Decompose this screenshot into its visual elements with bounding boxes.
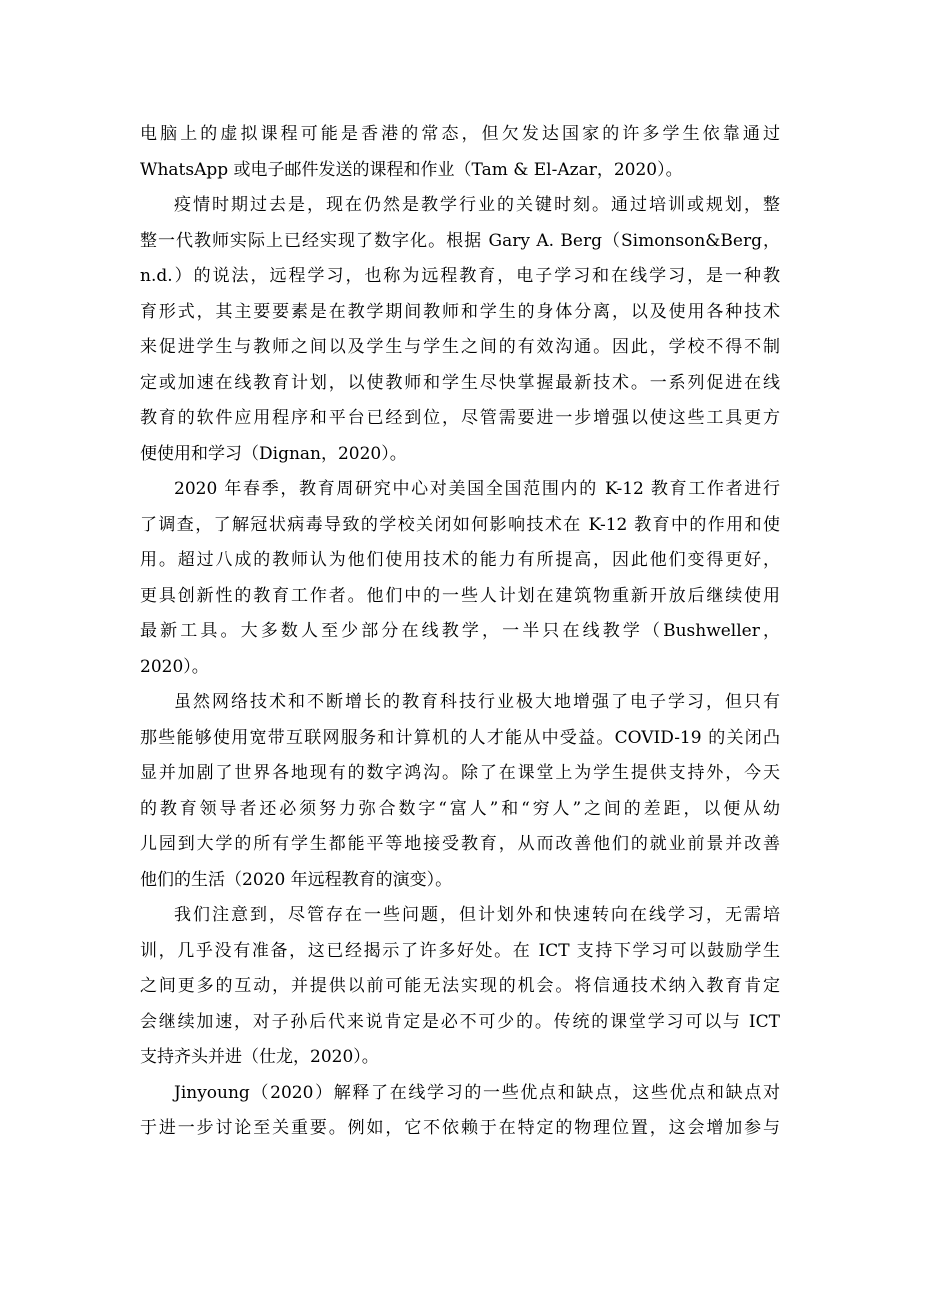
- body-text: [140, 117, 780, 1147]
- text-line: 定或加速在线教育计划，以使教师和学生尽快掌握最新技术。一系列促进在线: [140, 372, 780, 393]
- text-line: 之间更多的互动，并提供以前可能无法实现的机会。将信通技术纳入教育肯定: [140, 976, 780, 996]
- text-line: 2020）。: [140, 656, 209, 677]
- paragraph: [140, 685, 780, 898]
- text-line: 于进一步讨论至关重要。例如，它不依赖于在特定的物理位置，这会增加参与: [140, 1118, 780, 1138]
- paragraph: [140, 472, 780, 685]
- paragraph: [140, 188, 780, 472]
- text-line: 会继续加速，对子孙后代来说肯定是必不可少的。传统的课堂学习可以与 ICT: [140, 1011, 780, 1032]
- text-line: n.d.）的说法，远程学习，也称为远程教育，电子学习和在线学习，是一种教: [140, 266, 780, 286]
- text-line: 教育的软件应用程序和平台已经到位，尽管需要进一步增强以使这些工具更方: [140, 408, 780, 428]
- text-line: 用。超过八成的教师认为他们使用技术的能力有所提高，因此他们变得更好，: [140, 550, 780, 570]
- text-line: 便使用和学习（Dignan，2020）。: [140, 443, 407, 464]
- paragraph: [140, 1076, 780, 1147]
- paragraph: [140, 898, 780, 1076]
- text-line: 的教育领导者还必须努力弥合数字“富人”和“穷人”之间的差距，以便从幼: [140, 798, 780, 819]
- text-line: 儿园到大学的所有学生都能平等地接受教育，从而改善他们的就业前景并改善: [140, 834, 780, 854]
- text-line: 虽然网络技术和不断增长的教育科技行业极大地增强了电子学习，但只有: [174, 692, 780, 712]
- text-line: Jinyoung（2020）解释了在线学习的一些优点和缺点，这些优点和缺点对: [174, 1082, 780, 1103]
- text-line: WhatsApp 或电子邮件发送的课程和作业（Tam & El-Azar，2020）。: [140, 159, 683, 180]
- text-line: 整一代教师实际上已经实现了数字化。根据 Gary A. Berg（Simonson&Berg，: [140, 230, 780, 251]
- text-line: 2020 年春季，教育周研究中心对美国全国范围内的 K-12 教育工作者进行: [174, 479, 780, 499]
- text-line: 来促进学生与教师之间以及学生与学生之间的有效沟通。因此，学校不得不制: [140, 337, 780, 357]
- text-line: 显并加剧了世界各地现有的数字鸿沟。除了在课堂上为学生提供支持外，今天: [140, 763, 780, 783]
- text-line: 他们的生活（2020 年远程教育的演变）。: [140, 869, 453, 890]
- text-line: 那些能够使用宽带互联网服务和计算机的人才能从中受益。COVID-19 的关闭凸: [140, 727, 780, 748]
- text-line: 了调查，了解冠状病毒导致的学校关闭如何影响技术在 K-12 教育中的作用和使: [140, 514, 780, 535]
- text-line: 育形式，其主要要素是在教学期间教师和学生的身体分离，以及使用各种技术: [140, 301, 780, 322]
- text-line: 疫情时期过去是，现在仍然是教学行业的关键时刻。通过培训或规划，整: [174, 195, 780, 215]
- text-line: 支持齐头并进（仕龙，2020）。: [140, 1047, 379, 1067]
- text-line: 电脑上的虚拟课程可能是香港的常态，但欠发达国家的许多学生依靠通过: [140, 124, 780, 144]
- text-line: 最新工具。大多数人至少部分在线教学，一半只在线教学（Bushweller，: [140, 621, 780, 641]
- text-line: 训，几乎没有准备，这已经揭示了许多好处。在 ICT 支持下学习可以鼓励学生: [140, 940, 780, 961]
- paragraph: [140, 117, 780, 188]
- text-line: 我们注意到，尽管存在一些问题，但计划外和快速转向在线学习，无需培: [174, 905, 780, 925]
- text-line: 更具创新性的教育工作者。他们中的一些人计划在建筑物重新开放后继续使用: [140, 585, 780, 606]
